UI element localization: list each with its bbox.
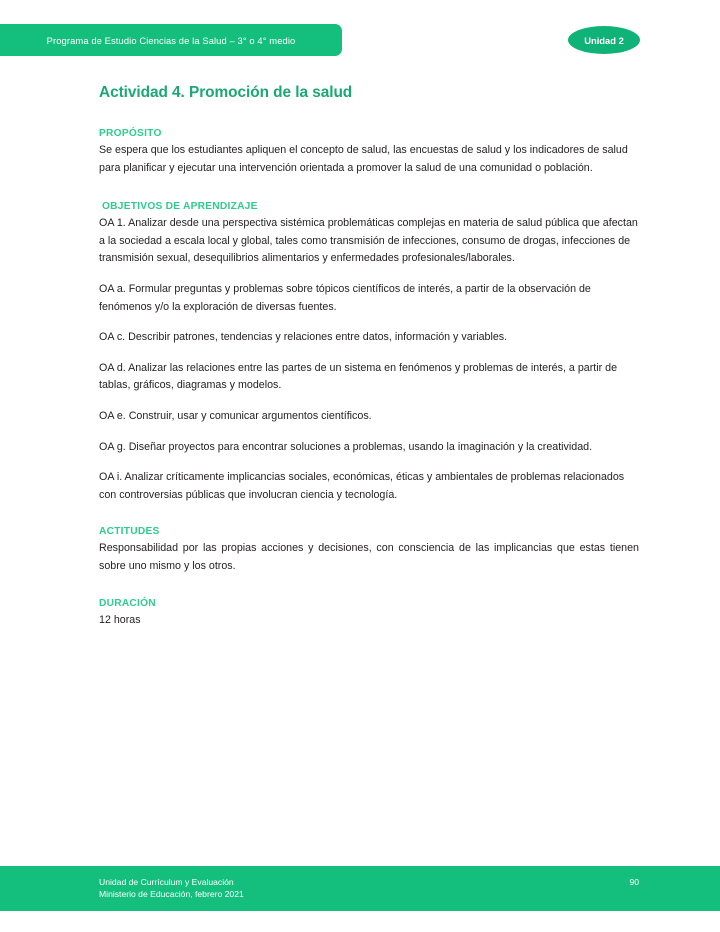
section-heading-proposito: PROPÓSITO: [99, 128, 162, 139]
objetivo-item: OA g. Diseñar proyectos para encontrar soluciones a problemas, usando la imaginación y la creatividad.: [99, 440, 593, 453]
duracion-text: 12 horas: [99, 613, 141, 626]
proposito-text: Se espera que los estudiantes apliquen el concepto de salud, las encuestas de salud y los indicadores de salud para planificar y ejecutar una intervención orientada a promover la salud de una comunidad o población.: [99, 144, 628, 174]
page-title: Actividad 4. Promoción de la salud: [99, 84, 353, 101]
objetivo-item: OA c. Describir patrones, tendencias y relaciones entre datos, información y variables.: [99, 331, 508, 344]
document-content: [99, 84, 639, 629]
objetivo-item: OA a. Formular preguntas y problemas sobre tópicos científicos de interés, a partir de la observación de fenómenos y/o la exploración de diversas fuentes.: [99, 282, 591, 313]
page-number: 90: [629, 877, 639, 887]
page-header: [0, 0, 720, 70]
section-actitudes: [99, 526, 639, 575]
objetivo-item: OA d. Analizar las relaciones entre las partes de un sistema en fenómenos y problemas de interés, a partir de tablas, gráficos, diagramas y modelos.: [99, 361, 618, 392]
section-objetivos: [99, 201, 639, 504]
section-duracion: [99, 598, 639, 630]
objetivo-item: OA 1. Analizar desde una perspectiva sistémica problemáticas complejas en materia de salud pública que afectan a la sociedad a escala local y global, tales como transmisión de infecciones, consumo de drogas, infecciones de transmisión sexual, desequilibrios alimentarios y enfermedades profesionales/laborales.: [99, 217, 638, 265]
section-heading-duracion: DURACIÓN: [99, 597, 156, 609]
program-banner: [0, 24, 342, 56]
unit-badge-label: Unidad 2: [584, 34, 624, 46]
actitudes-text: Responsabilidad por las propias acciones y decisiones, con consciencia de las implicancias que estas tienen sobre uno mismo y los otros.: [99, 542, 639, 572]
section-proposito: [99, 128, 639, 177]
objetivo-item: OA i. Analizar críticamente implicancias sociales, económicas, éticas y ambientales de problemas relacionados con controversias públicas que involucran ciencia y tecnología.: [99, 471, 625, 501]
footer-line-1: Unidad de Currículum y Evaluación: [99, 877, 234, 887]
unit-badge: [568, 26, 640, 54]
objetivo-item: OA e. Construir, usar y comunicar argumentos científicos.: [99, 409, 372, 422]
program-banner-label: Programa de Estudio Ciencias de la Salud – 3° o 4° medio: [46, 34, 296, 46]
section-heading-actitudes: ACTITUDES: [99, 526, 160, 538]
section-heading-objetivos: OBJETIVOS DE APRENDIZAJE: [102, 201, 258, 213]
page-footer: [0, 866, 720, 911]
footer-line-2: Ministerio de Educación, febrero 2021: [99, 889, 244, 900]
footer-attribution: [99, 876, 244, 901]
